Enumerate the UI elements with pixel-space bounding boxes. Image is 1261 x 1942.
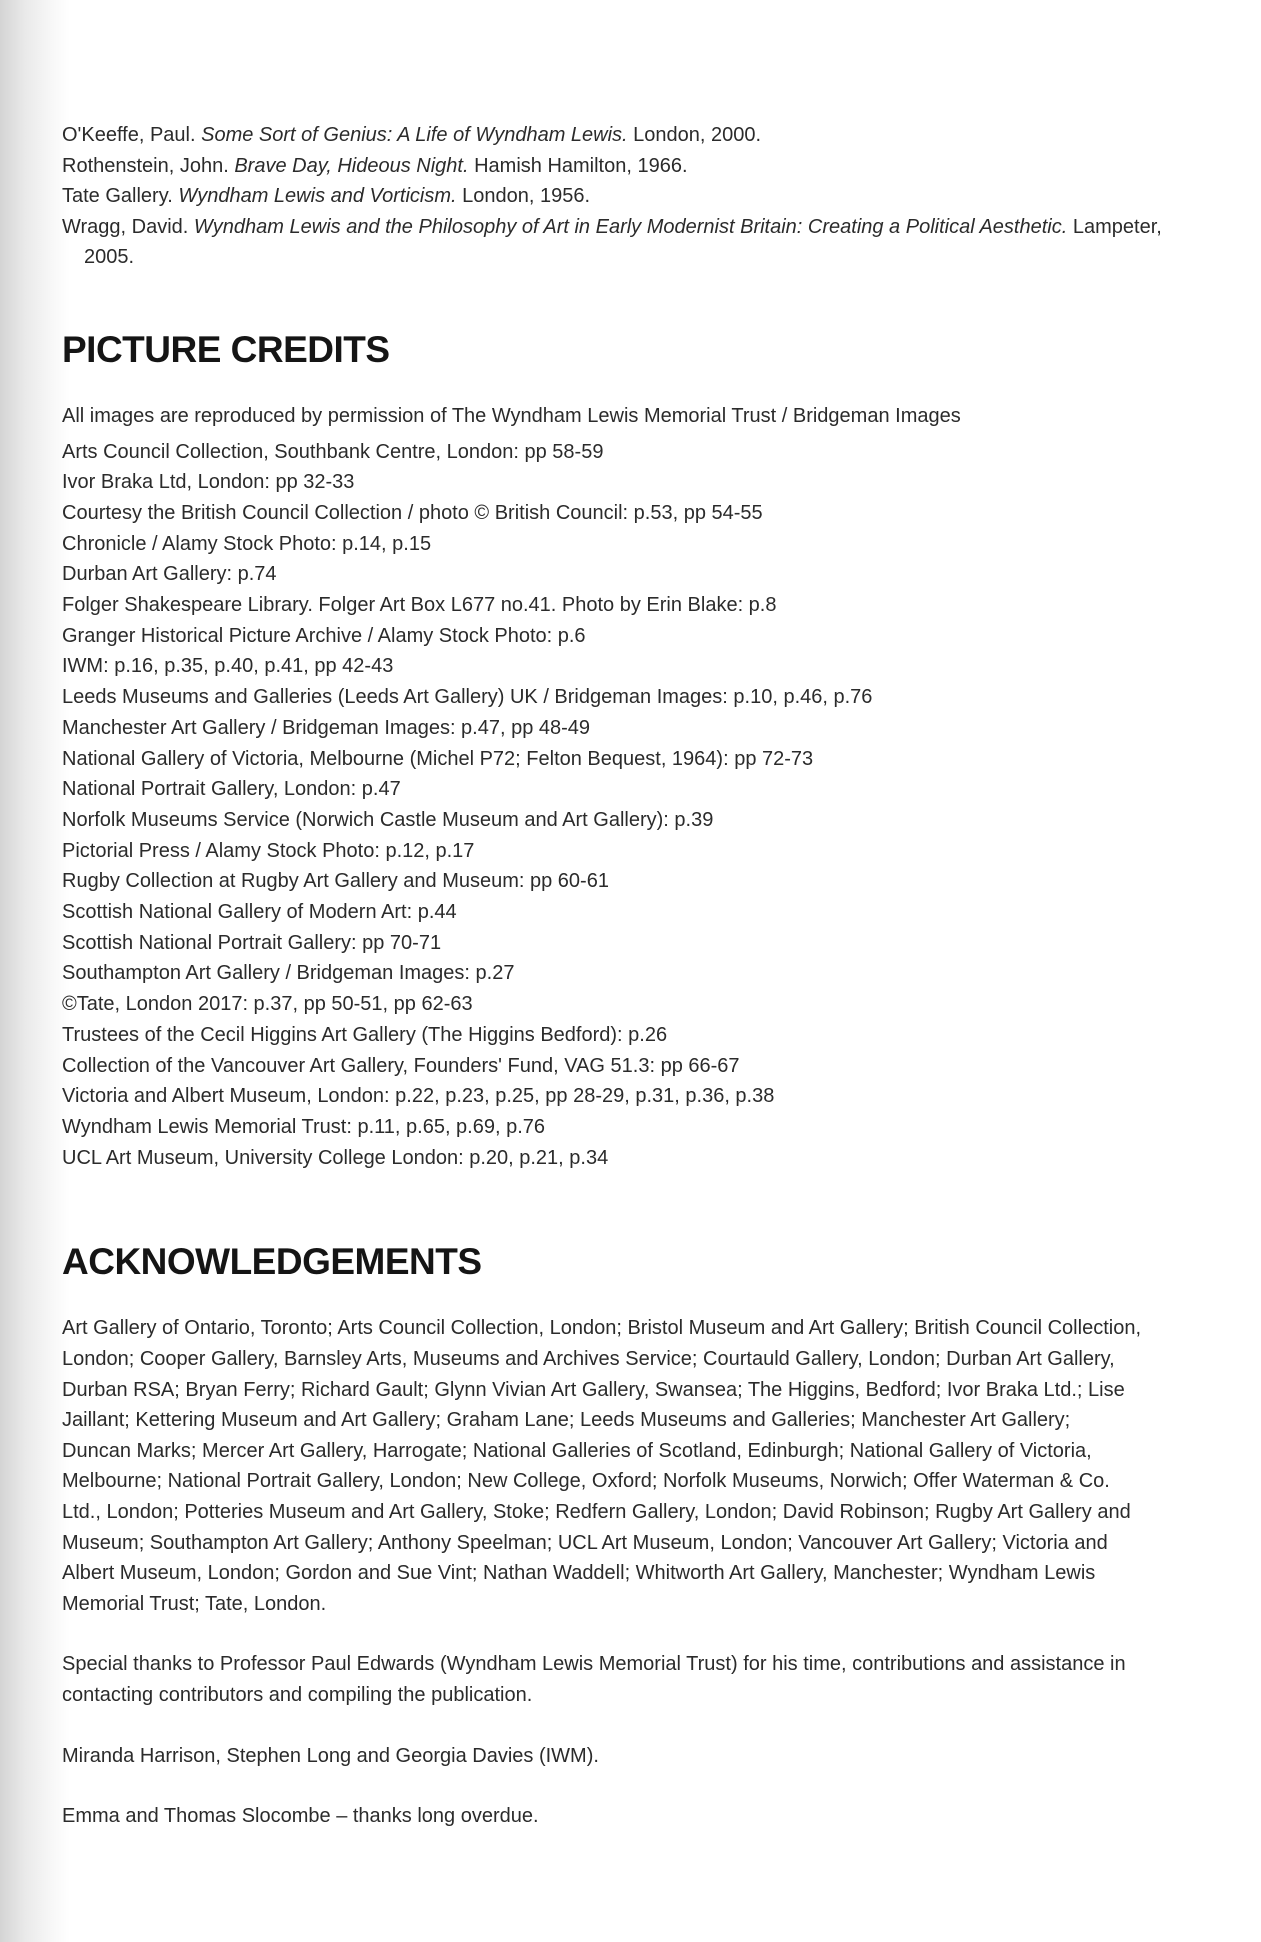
special-thanks-paragraph: Special thanks to Professor Paul Edwards (Wyndham Lewis Memorial Trust) for his time, contributions and assistance in contacting contributors and compiling the publication. (62, 1653, 1126, 1706)
page-content (62, 120, 1192, 1832)
dedication-paragraph: Emma and Thomas Slocombe – thanks long overdue. (62, 1805, 539, 1828)
credit-item: Granger Historical Picture Archive / Alamy Stock Photo: p.6 (62, 624, 586, 647)
credit-item: Durban Art Gallery: p.74 (62, 563, 277, 586)
bibliography-author: Tate Gallery. (62, 185, 173, 207)
credit-item: Arts Council Collection, Southbank Centre, London: pp 58-59 (62, 440, 604, 463)
credit-item: Manchester Art Gallery / Bridgeman Images: p.47, pp 48-49 (62, 716, 591, 739)
acknowledgements-paragraph: Art Gallery of Ontario, Toronto; Arts Council Collection, London; Bristol Museum and Art Gallery; British Council Collection, London; Cooper Gallery, Barnsley Arts, Museums and Archives Service; Courtauld Gallery, London; Durban Art Gallery, Durban RSA; Bryan Ferry; Richard Gault; Glynn Vivian Art Gallery, Swansea; The Higgins, Bedford; Ivor Braka Ltd.; Lise Jaillant; Kettering Museum and Art Gallery; Graham Lane; Leeds Museums and Galleries; Manchester Art Gallery; Duncan Marks; Mercer Art Gallery, Harrogate; National Galleries of Scotland, Edinburgh; National Gallery of Victoria, Melbourne; National Portrait Gallery, London; New College, Oxford; Norfolk Museums, Norwich; Offer Waterman & Co. Ltd., London; Potteries Museum and Art Gallery, Stoke; Redfern Gallery, London; David Robinson; Rugby Art Gallery and Museum; Southampton Art Gallery; Anthony Speelman; UCL Art Museum, London; Vancouver Art Gallery; Victoria and Albert Museum, London; Gordon and Sue Vint; Nathan Waddell; Whitworth Art Gallery, Manchester; Wyndham Lewis Memorial Trust; Tate, London. (62, 1317, 1141, 1615)
bibliography-author: O'Keeffe, Paul. (62, 124, 196, 146)
credit-item: Trustees of the Cecil Higgins Art Gallery (The Higgins Bedford): p.26 (62, 1023, 668, 1046)
credit-item: UCL Art Museum, University College London: p.20, p.21, p.34 (62, 1146, 609, 1169)
credit-item: Collection of the Vancouver Art Gallery, Founders' Fund, VAG 51.3: pp 66-67 (62, 1054, 740, 1077)
credit-item: Southampton Art Gallery / Bridgeman Images: p.27 (62, 962, 515, 985)
credit-item: Rugby Collection at Rugby Art Gallery and Museum: pp 60-61 (62, 870, 609, 893)
credit-item: Chronicle / Alamy Stock Photo: p.14, p.15 (62, 532, 432, 555)
bibliography-list (62, 120, 1192, 273)
credit-item: Ivor Braka Ltd, London: pp 32-33 (62, 471, 355, 494)
bibliography-details: London, 2000. (633, 124, 762, 146)
credit-item: Scottish National Gallery of Modern Art: p.44 (62, 901, 457, 924)
bibliography-entry (62, 181, 1192, 212)
bibliography-entry (62, 120, 1192, 151)
credit-item: ©Tate, London 2017: p.37, pp 50-51, pp 62-63 (62, 993, 473, 1016)
credit-item: Folger Shakespeare Library. Folger Art Box L677 no.41. Photo by Erin Blake: p.8 (62, 594, 777, 617)
picture-credits-list (62, 437, 1192, 1174)
credit-item: Pictorial Press / Alamy Stock Photo: p.12, p.17 (62, 839, 475, 862)
page-gutter-shadow (0, 0, 70, 1942)
credit-item: Victoria and Albert Museum, London: p.22, p.23, p.25, pp 28-29, p.31, p.36, p.38 (62, 1085, 775, 1108)
bibliography-title: Wyndham Lewis and Vorticism. (178, 185, 457, 207)
bibliography-title: Brave Day, Hideous Night. (234, 154, 469, 177)
credit-item: Scottish National Portrait Gallery: pp 70-71 (62, 931, 442, 954)
acknowledgements-heading: ACKNOWLEDGEMENTS (62, 1241, 482, 1283)
bibliography-entry (62, 151, 1192, 182)
credit-item: Courtesy the British Council Collection / photo © British Council: p.53, pp 54-55 (62, 501, 763, 524)
credit-item: Norfolk Museums Service (Norwich Castle Museum and Art Gallery): p.39 (62, 808, 714, 831)
picture-credits-heading: PICTURE CREDITS (62, 328, 390, 370)
credit-item: National Gallery of Victoria, Melbourne (Michel P72; Felton Bequest, 1964): pp 72-73 (62, 747, 814, 770)
credit-item: Leeds Museums and Galleries (Leeds Art Gallery) UK / Bridgeman Images: p.10, p.46, p.76 (62, 686, 873, 709)
bibliography-author: Rothenstein, John. (62, 154, 229, 177)
bibliography-author: Wragg, David. (62, 215, 189, 238)
picture-credits-intro: All images are reproduced by permission of The Wyndham Lewis Memorial Trust / Bridgeman Images (62, 404, 961, 427)
bibliography-details: Hamish Hamilton, 1966. (474, 154, 688, 177)
bibliography-details: London, 1956. (462, 185, 591, 207)
bibliography-title: Some Sort of Genius: A Life of Wyndham Lewis. (201, 124, 628, 146)
credit-item: Wyndham Lewis Memorial Trust: p.11, p.65, p.69, p.76 (62, 1115, 546, 1138)
team-credit-paragraph: Miranda Harrison, Stephen Long and Georgia Davies (IWM). (62, 1744, 599, 1767)
bibliography-entry (62, 212, 1192, 273)
bibliography-details: Lampeter, 2005. (84, 215, 1162, 268)
credit-item: IWM: p.16, p.35, p.40, p.41, pp 42-43 (62, 655, 394, 678)
bibliography-title: Wyndham Lewis and the Philosophy of Art in Early Modernist Britain: Creating a Political Aesthetic. (193, 215, 1068, 238)
credit-item: National Portrait Gallery, London: p.47 (62, 778, 401, 801)
